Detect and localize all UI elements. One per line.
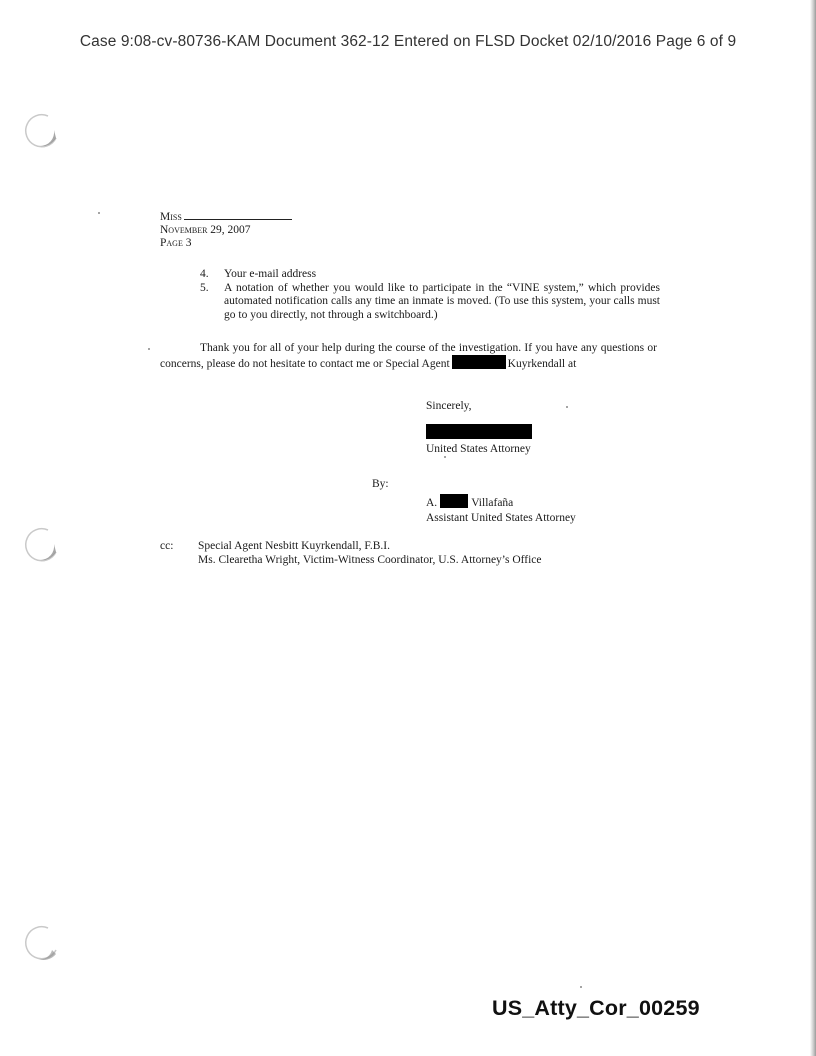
redaction-bar [452, 355, 506, 369]
ausa-title: Assistant United States Attorney [426, 512, 576, 524]
redaction-bar [440, 494, 468, 508]
cc-label: cc: [160, 540, 174, 552]
list-item-text: A notation of whether you would like to participate in the “VINE system,” which provides automated notification calls any time an inmate is moved. (To use this system, your calls must go to you directly, not through a switchboard.) [224, 282, 660, 321]
list-item-number: 4. [200, 268, 209, 280]
by-label: By: [372, 478, 389, 490]
closing-paragraph [160, 342, 657, 371]
list-item [200, 282, 660, 322]
list-item [200, 268, 660, 281]
addressee-label: Miss [160, 211, 182, 223]
punch-hole-icon [18, 108, 62, 152]
redaction-bar [426, 424, 532, 439]
scan-speck [580, 986, 582, 988]
list-item-text: Your e-mail address [224, 268, 317, 280]
page-edge-shadow [810, 0, 816, 1056]
cc-recipient: Ms. Clearetha Wright, Victim-Witness Coordinator, U.S. Attorney’s Office [198, 553, 542, 566]
scan-speck [98, 212, 100, 214]
court-filing-header: Case 9:08-cv-80736-KAM Document 362-12 Entered on FLSD Docket 02/10/2016 Page 6 of 9 [79, 33, 737, 50]
scan-speck [566, 406, 568, 408]
ausa-block [426, 494, 576, 526]
page-number: Page 3 [160, 237, 192, 249]
cc-block [160, 540, 542, 567]
ausa-initial: A. [426, 497, 438, 509]
closing-text-start: Thank you for all of your help during the course of the investigation. If you have any questions or concerns, please do not hesitate to contact me or Special Agent [160, 342, 657, 371]
numbered-list [200, 268, 660, 323]
us-attorney-title: United States Attorney [426, 443, 531, 455]
cc-recipient: Special Agent Nesbitt Kuyrkendall, F.B.I. [198, 540, 390, 552]
letter-heading [160, 210, 292, 250]
punch-hole-icon [18, 920, 62, 964]
redacted-name-blank [184, 210, 292, 220]
signoff: Sincerely, [426, 400, 472, 412]
bates-number: US_Atty_Cor_00259 [492, 996, 700, 1020]
scan-speck [148, 348, 150, 350]
scan-speck [444, 456, 446, 458]
list-item-number: 5. [200, 282, 209, 295]
us-attorney-block [426, 424, 532, 457]
letter-date: November 29, 2007 [160, 224, 251, 236]
closing-text-end: Kuyrkendall at [507, 358, 577, 371]
ausa-surname: Villafaña [471, 497, 514, 509]
punch-hole-icon [18, 522, 62, 566]
